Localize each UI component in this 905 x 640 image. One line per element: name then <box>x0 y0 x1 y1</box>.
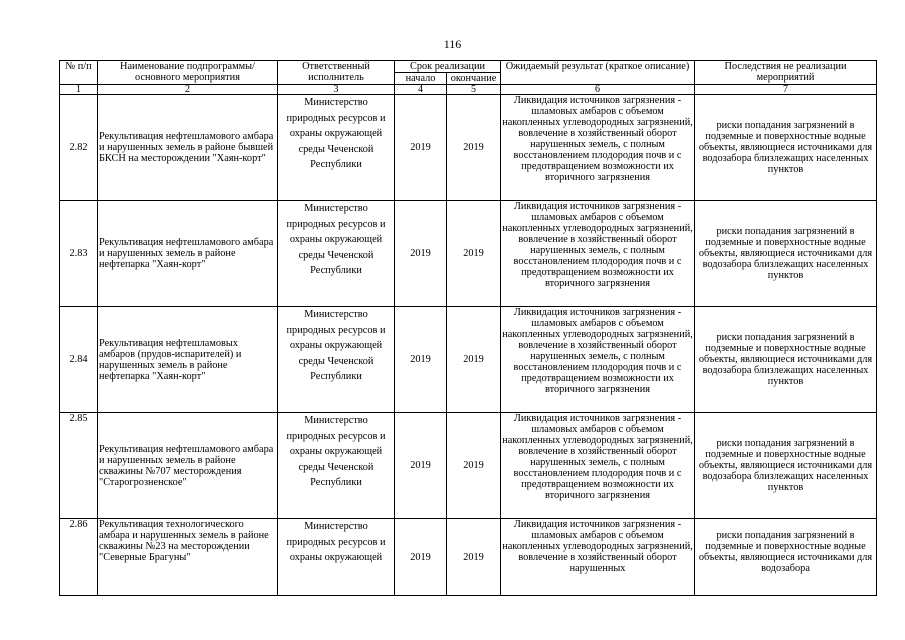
measure-name: Рекультивация технологического амбара и нарушенных земель в районе скважины №23 на месторождении "Северные Брагуны" <box>98 519 278 596</box>
responsible-executor: Министерство природных ресурсов и охраны окружающей среды Чеченской Республики <box>278 201 395 307</box>
header-result: Ожидаемый результат (краткое описание) <box>501 61 695 85</box>
row-number: 2.86 <box>60 519 98 596</box>
header-consequences: Последствия не реализации мероприятий <box>695 61 877 85</box>
table-row <box>60 519 877 596</box>
expected-result: Ликвидация источников загрязнения - шламовых амбаров с объемом накопленных углеводородных загрязнений, вовлечение в хозяйственный оборот нарушенных земель, с полным восстановлением плодородия почв и с предотвращением возможности их вторичного загрязнения <box>501 307 695 413</box>
header-period: Срок реализации <box>395 61 501 73</box>
column-number: 4 <box>395 85 447 95</box>
row-number: 2.82 <box>60 95 98 201</box>
header-num: № п/п <box>60 61 98 85</box>
expected-result: Ликвидация источников загрязнения - шламовых амбаров с объемом накопленных углеводородных загрязнений, вовлечение в хозяйственный оборот нарушенных земель, с полным восстановлением плодородия почв и с предотвращением возможности их вторичного загрязнения <box>501 413 695 519</box>
measure-name: Рекультивация нефтешламового амбара и нарушенных земель в районе нефтепарка "Хаян-корт" <box>98 201 278 307</box>
header-name: Наименование подпрограммы/ основного мероприятия <box>98 61 278 85</box>
consequences: риски попадания загрязнений в подземные и поверхностные водные объекты, являющиеся источниками для водозабора близлежащих населенных пунктов <box>695 201 877 307</box>
table-row <box>60 413 877 519</box>
expected-result: Ликвидация источников загрязнения - шламовых амбаров с объемом накопленных углеводородных загрязнений, вовлечение в хозяйственный оборот нарушенных <box>501 519 695 596</box>
row-number: 2.85 <box>60 413 98 519</box>
start-year: 2019 <box>395 413 447 519</box>
end-year: 2019 <box>447 519 501 596</box>
consequences: риски попадания загрязнений в подземные и поверхностные водные объекты, являющиеся источниками для водозабора близлежащих населенных пунктов <box>695 95 877 201</box>
end-year: 2019 <box>447 201 501 307</box>
end-year: 2019 <box>447 307 501 413</box>
responsible-executor: Министерство природных ресурсов и охраны окружающей <box>278 519 395 596</box>
end-year: 2019 <box>447 413 501 519</box>
start-year: 2019 <box>395 95 447 201</box>
measures-table <box>59 60 877 596</box>
responsible-executor: Министерство природных ресурсов и охраны окружающей среды Чеченской Республики <box>278 413 395 519</box>
consequences: риски попадания загрязнений в подземные и поверхностные водные объекты, являющиеся источниками для водозабора близлежащих населенных пунктов <box>695 413 877 519</box>
start-year: 2019 <box>395 201 447 307</box>
end-year: 2019 <box>447 95 501 201</box>
start-year: 2019 <box>395 307 447 413</box>
header-responsible: Ответственный исполнитель <box>278 61 395 85</box>
header-row <box>60 61 877 73</box>
responsible-executor: Министерство природных ресурсов и охраны окружающей среды Чеченской Республики <box>278 95 395 201</box>
table-row <box>60 95 877 201</box>
column-number: 2 <box>98 85 278 95</box>
measure-name: Рекультивация нефтешламового амбара и нарушенных земель в районе скважины №707 месторождения "Старогрозненское" <box>98 413 278 519</box>
column-numbers-row <box>60 85 877 95</box>
column-number: 5 <box>447 85 501 95</box>
measure-name: Рекультивация нефтешламового амбара и нарушенных земель в районе бывшей БКСН на месторождении "Хаян-корт" <box>98 95 278 201</box>
column-number: 7 <box>695 85 877 95</box>
expected-result: Ликвидация источников загрязнения - шламовых амбаров с объемом накопленных углеводородных загрязнений, вовлечение в хозяйственный оборот нарушенных земель, с полным восстановлением плодородия почв и с предотвращением возможности их вторичного загрязнения <box>501 201 695 307</box>
measure-name: Рекультивация нефтешламовых амбаров (прудов-испарителей) и нарушенных земель в районе нефтепарка "Хаян-корт" <box>98 307 278 413</box>
row-number: 2.83 <box>60 201 98 307</box>
table-row <box>60 201 877 307</box>
header-end: окончание <box>447 73 501 85</box>
responsible-executor: Министерство природных ресурсов и охраны окружающей среды Чеченской Республики <box>278 307 395 413</box>
page-number: 116 <box>443 37 462 51</box>
start-year: 2019 <box>395 519 447 596</box>
consequences: риски попадания загрязнений в подземные и поверхностные водные объекты, являющиеся источниками для водозабора близлежащих населенных пунктов <box>695 307 877 413</box>
column-number: 1 <box>60 85 98 95</box>
column-number: 3 <box>278 85 395 95</box>
row-number: 2.84 <box>60 307 98 413</box>
header-start: начало <box>395 73 447 85</box>
column-number: 6 <box>501 85 695 95</box>
expected-result: Ликвидация источников загрязнения - шламовых амбаров с объемом накопленных углеводородных загрязнений, вовлечение в хозяйственный оборот нарушенных земель, с полным восстановлением плодородия почв и с предотвращением возможности их вторичного загрязнения <box>501 95 695 201</box>
consequences: риски попадания загрязнений в подземные и поверхностные водные объекты, являющиеся источниками для водозабора <box>695 519 877 596</box>
table-row <box>60 307 877 413</box>
